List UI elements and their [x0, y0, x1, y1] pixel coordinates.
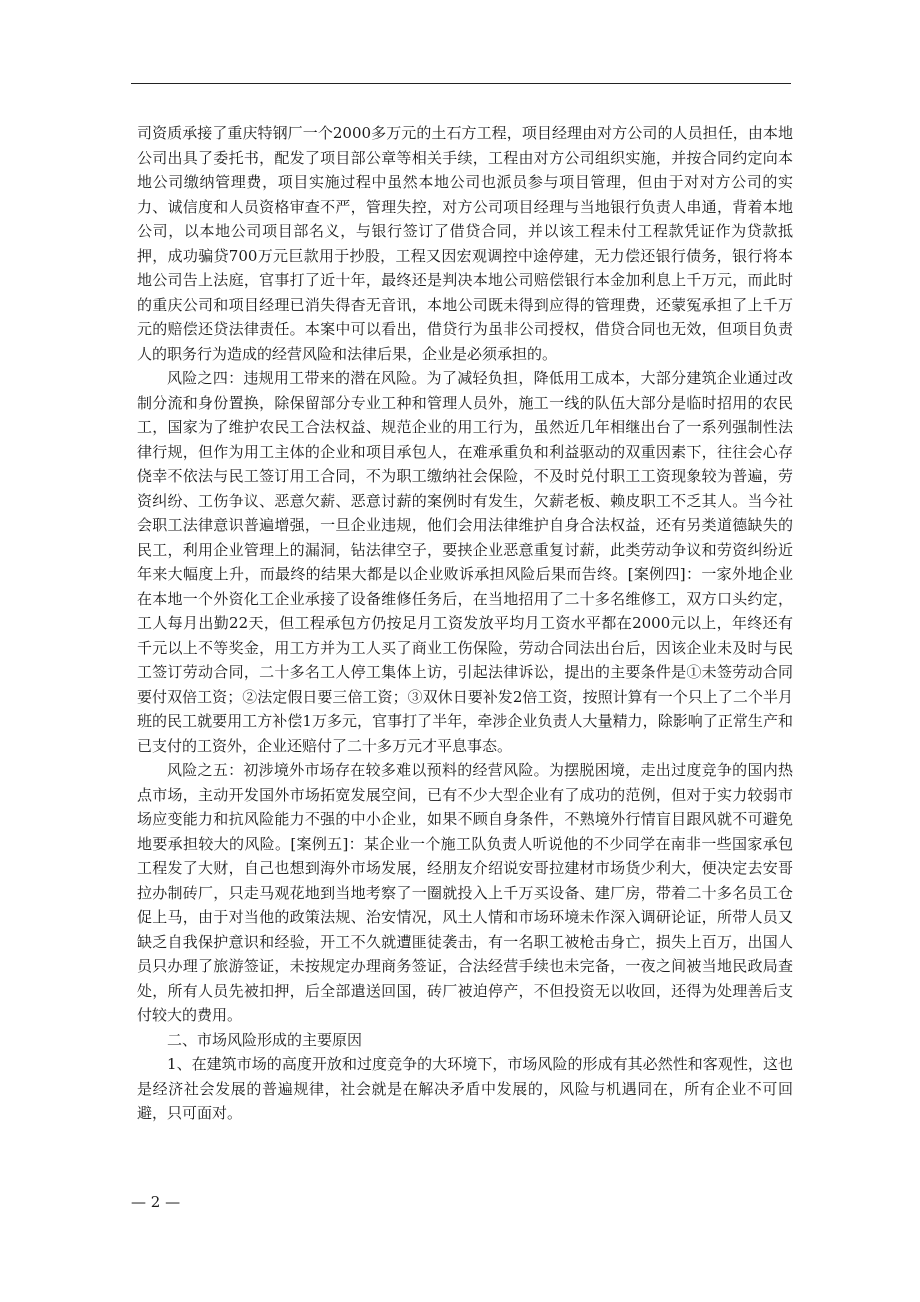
- header-rule: [131, 83, 791, 84]
- document-body: [137, 121, 793, 1126]
- page-number: — 2 —: [131, 1193, 181, 1211]
- paragraph-risk-five: 风险之五：初涉境外市场存在较多难以预料的经营风险。为摆脱困境，走出过度竞争的国内热点市场，主动开发国外市场拓宽发展空间，已有不少大型企业有了成功的范例，但对于实力较弱市场应变能力和抗风险能力不强的中小企业，如果不顾自身条件，不熟境外行情盲目跟风就不可避免地要承担较大的风险。[案例五]：某企业一个施工队负责人听说他的不少同学在南非一些国家承包工程发了大财，自己也想到海外市场发展，经朋友介绍说安哥拉建材市场货少利大，便决定去安哥拉办制砖厂，只走马观花地到当地考察了一圈就投入上千万买设备、建厂房，带着二十多名员工仓促上马，由于对当他的政策法规、治安情况，风土人情和市场环境未作深入调研论证，所带人员又缺乏自我保护意识和经验，开工不久就遭匪徒袭击，有一名职工被枪击身亡，损失上百万，出国人员只办理了旅游签证，未按规定办理商务签证，合法经营手续也未完备，一夜之间被当地民政局查处，所有人员先被扣押，后全部遣送回国，砖厂被迫停产，不但投资无以收回，还得为处理善后支付较大的费用。: [137, 761, 793, 1024]
- paragraph-case-three-continued: 司资质承接了重庆特钢厂一个2000多万元的土石方工程，项目经理由对方公司的人员担任，由本地公司出具了委托书，配发了项目部公章等相关手续，工程由对方公司组织实施，并按合同约定向本地公司缴纳管理费，项目实施过程中虽然本地公司也派员参与项目管理，但由于对对方公司的实力、诚信度和人员资格审查不严，管理失控，对方公司项目经理与当地银行负责人串通，背着本地公司，以本地公司项目部名义，与银行签订了借贷合同，并以该工程未付工程款凭证作为贷款抵押，成功骗贷700万元巨款用于抄股，工程又因宏观调控中途停建，无力偿还银行债务，银行将本地公司告上法庭，官事打了近十年，最终还是判决本地公司赔偿银行本金加利息上千万元，而此时的重庆公司和项目经理已消失得杳无音讯，本地公司既未得到应得的管理费，还蒙冤承担了上千万元的赔偿还贷法律责任。本案中可以看出，借贷行为虽非公司授权，借贷合同也无效，但项目负责人的职务行为造成的经营风险和法律后果，企业是必须承担的。: [137, 124, 793, 363]
- section-heading-causes: 二、市场风险形成的主要原因: [167, 1030, 363, 1049]
- paragraph-cause-one: 1、在建筑市场的高度开放和过度竞争的大环境下，市场风险的形成有其必然性和客观性，这也是经济社会发展的普遍规律，社会就是在解决矛盾中发展的，风险与机遇同在，所有企业不可回避，只可面对。: [137, 1055, 793, 1122]
- paragraph-risk-four: 风险之四：违规用工带来的潜在风险。为了减轻负担，降低用工成本，大部分建筑企业通过改制分流和身份置换，除保留部分专业工种和管理人员外，施工一线的队伍大部分是临时招用的农民工，国家为了维护农民工合法权益、规范企业的用工行为，虽然近几年相继出台了一系列强制性法律行规，但作为用工主体的企业和项目承包人，在难承重负和利益驱动的双重因素下，往往会心存侥幸不依法与民工签订用工合同，不为职工缴纳社会保险，不及时兑付职工工资现象较为普遍，劳资纠纷、工伤争议、恶意欠薪、恶意讨薪的案例时有发生，欠薪老板、赖皮职工不乏其人。当今社会职工法律意识普遍增强，一旦企业违规，他们会用法律维护自身合法权益，还有另类道德缺失的民工，利用企业管理上的漏洞，钻法律空子，要挟企业恶意重复讨薪，此类劳动争议和劳资纠纷近年来大幅度上升，而最终的结果大都是以企业败诉承担风险后果而告终。[案例四]：一家外地企业在本地一个外资化工企业承接了设备维修任务后，在当地招用了二十多名维修工，双方口头约定，工人每月出勤22天，但工程承包方仍按足月工资发放平均月工资水平都在2000元以上，年终还有千元以上不等奖金，用工方并为工人买了商业工伤保险，劳动合同法出台后，因该企业未及时与民工签订劳动合同，二十多名工人停工集体上访，引起法律诉讼，提出的主要条件是①未签劳动合同要付双倍工资；②法定假日要三倍工资；③双休日要补发2倍工资，按照计算有一个只上了二个半月班的民工就要用工方补偿1万多元，官事打了半年，牵涉企业负责人大量精力，除影响了正常生产和已支付的工资外，企业还赔付了二十多万元才平息事态。: [137, 369, 793, 755]
